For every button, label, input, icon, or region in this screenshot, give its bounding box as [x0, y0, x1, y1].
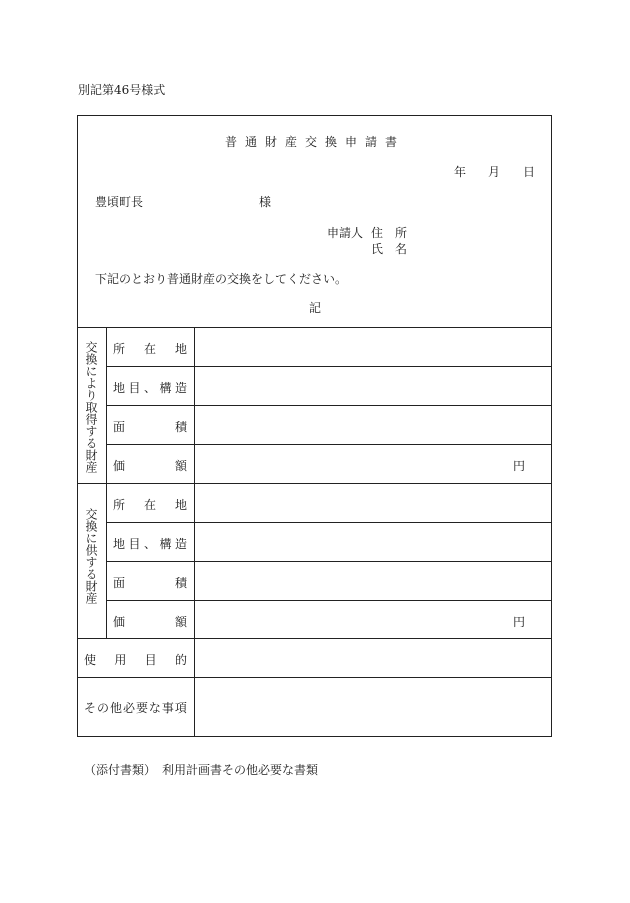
row-divider [106, 366, 551, 367]
row-divider [106, 522, 551, 523]
acquire-value-label: 価 額 [113, 459, 187, 473]
date-year-label: 年 [454, 165, 467, 179]
row-divider [106, 444, 551, 445]
date-month-label: 月 [488, 165, 501, 179]
section-divider [78, 483, 551, 484]
form-title: 普通財産交換申請書 [225, 135, 406, 149]
ki-label: 記 [309, 301, 322, 315]
offer-area-label: 面 積 [113, 576, 187, 590]
row-divider [106, 405, 551, 406]
acquire-category-label: 地 目 、 構 造 [113, 381, 187, 395]
address-label: 住 所 [371, 226, 408, 240]
row-divider [106, 600, 551, 601]
row-divider [78, 677, 551, 678]
addressee: 豊頃町長 [95, 195, 144, 209]
purpose-label: 使 用 目 的 [84, 653, 187, 667]
offer-location-label: 所 在 地 [113, 498, 187, 512]
honorific: 様 [259, 195, 272, 209]
section-column-divider [106, 327, 107, 638]
table-top-border [78, 327, 551, 328]
acquire-value-yen: 円 [513, 459, 526, 473]
acquire-location-label: 所 在 地 [113, 342, 187, 356]
offer-category-label: 地 目 、 構 造 [113, 537, 187, 551]
acquire-area-label: 面 積 [113, 420, 187, 434]
offer-value-yen: 円 [513, 615, 526, 629]
form-number-label: 別記第46号様式 [78, 83, 166, 97]
row-divider [106, 561, 551, 562]
attachments-note: （添付書類） 利用計画書その他必要な書類 [84, 763, 319, 777]
other-matters-label: そ の 他 必 要 な 事 項 [84, 701, 187, 715]
date-day-label: 日 [523, 165, 536, 179]
applicant-label: 申請人 [327, 226, 364, 240]
section-acquire-label: 交換により取得する財産 [84, 341, 98, 473]
label-column-divider [194, 327, 195, 736]
offer-value-label: 価 額 [113, 615, 187, 629]
request-text: 下記のとおり普通財産の交換をしてください。 [95, 272, 348, 286]
section-divider [78, 638, 551, 639]
name-label: 氏 名 [371, 242, 408, 256]
section-offer-label: 交換に供する財産 [84, 508, 98, 604]
